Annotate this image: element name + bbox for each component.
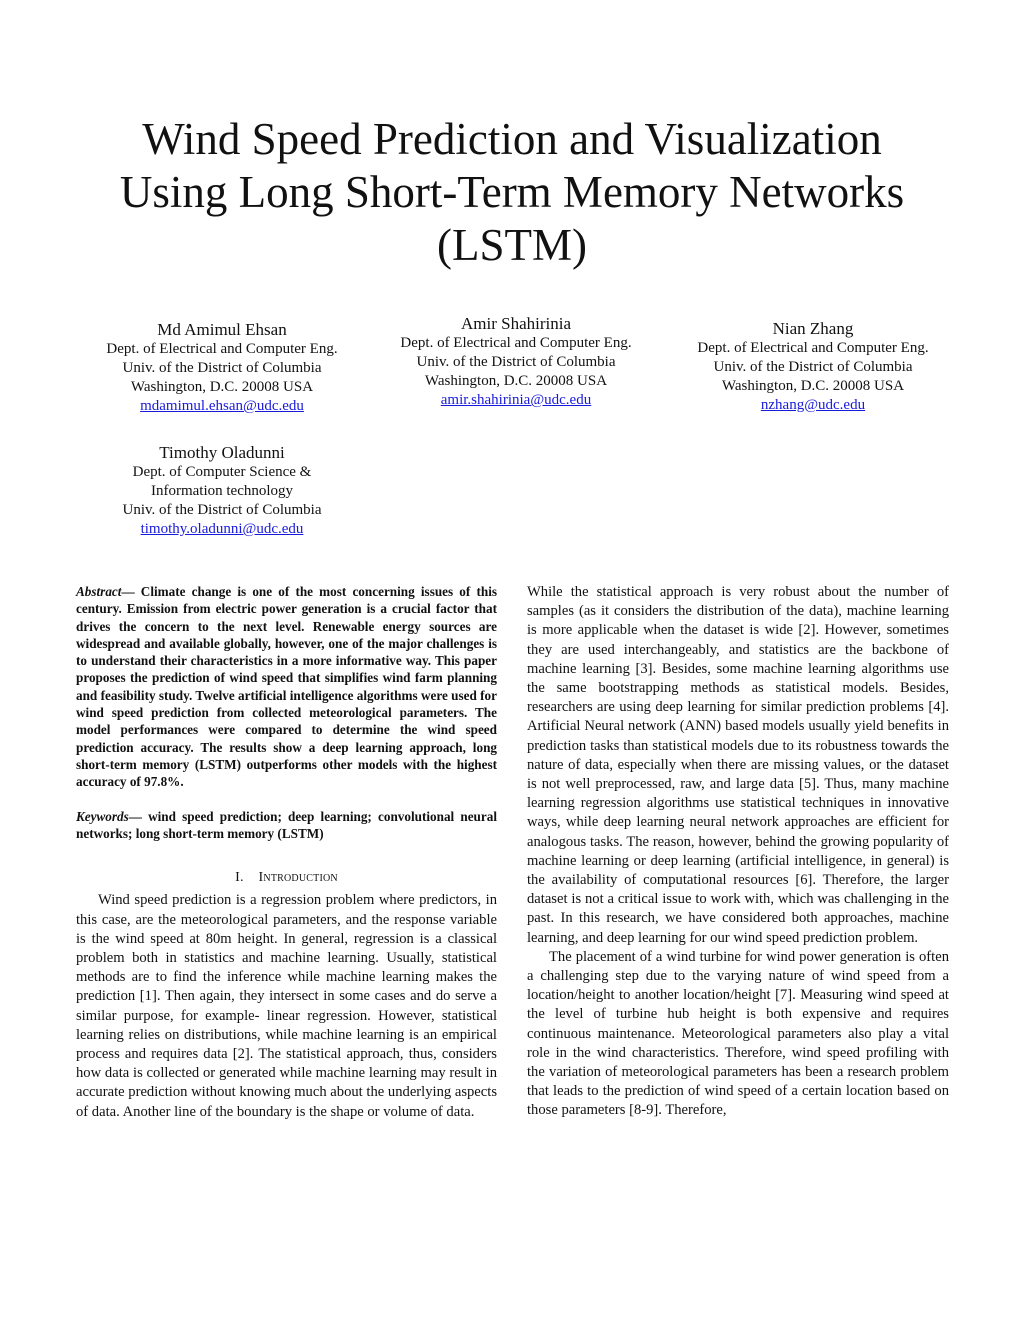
abstract <box>76 583 497 791</box>
author-email-link[interactable]: amir.shahirinia@udc.edu <box>440 392 592 408</box>
intro-paragraph: Wind speed prediction is a regression problem where predictors, in this case, are the meteorological parameters, and the response variable is the wind speed at 80m height. In general, regression is a classical problem both in statistics and machine learning. Usually, statistical methods are to find the inference while machine learning makes the prediction [1]. Then again, they intersect in some cases and do serve a similar purpose, for example- linear regression. However, statistical learning relies on distributions, while machine learning is an empirical process and requires data [2]. The statistical approach, thus, considers how data is collected or generated while machine learning may result in accurate prediction without knowing much about the underlying aspects of data. Another line of the boundary is the shape or volume of data. <box>76 892 497 1120</box>
author-univ: Univ. of the District of Columbia <box>713 359 913 375</box>
author-name: Amir Shahirinia <box>460 314 571 333</box>
section-title: Introduction <box>258 870 338 886</box>
author-univ: Univ. of the District of Columbia <box>416 354 616 370</box>
author-city: Washington, D.C. 20008 USA <box>130 379 314 395</box>
paper-title <box>60 113 964 272</box>
author-block-1 <box>77 319 367 416</box>
author-name: Timothy Oladunni <box>159 443 285 462</box>
title-line-2: Using Long Short-Term Memory Networks <box>119 167 905 217</box>
author-city: Washington, D.C. 20008 USA <box>721 378 905 394</box>
title-line-1: Wind Speed Prediction and Visualization <box>142 114 882 164</box>
author-dept: Dept. of Electrical and Computer Eng. <box>697 340 929 356</box>
section-heading-introduction <box>76 868 497 887</box>
body-paragraph-2: The placement of a wind turbine for wind power generation is often a challenging step due to the varying nature of wind speed from a location/height to another location/height [7]. Measuring wind speed at the level of turbine hub height is both expensive and requires continuous maintenance. Meteorological parameters also play a vital role in the wind characteristics. Therefore, wind speed profiling with the variation of meteorological parameters has been a research problem that leads to the prediction of wind speed of a certain location based on those parameters [8-9]. Therefore, <box>527 948 949 1119</box>
abstract-dash: — <box>121 584 135 599</box>
author-name: Nian Zhang <box>772 319 854 338</box>
author-dept: Dept. of Electrical and Computer Eng. <box>400 335 632 351</box>
left-column <box>76 583 497 1122</box>
title-line-3: (LSTM) <box>437 220 587 270</box>
author-block-4 <box>77 442 367 539</box>
author-dept-2: Information technology <box>150 483 294 499</box>
author-city: Washington, D.C. 20008 USA <box>424 373 608 389</box>
author-name: Md Amimul Ehsan <box>157 320 287 339</box>
author-email-link[interactable]: mdamimul.ehsan@udc.edu <box>140 398 304 414</box>
keywords-text: wind speed prediction; deep learning; convolutional neural networks; long short-term memory (LSTM) <box>76 808 497 841</box>
author-univ: Univ. of the District of Columbia <box>122 360 322 376</box>
author-email-link[interactable]: timothy.oladunni@udc.edu <box>140 521 304 537</box>
author-univ: Univ. of the District of Columbia <box>122 502 322 518</box>
author-dept: Dept. of Electrical and Computer Eng. <box>106 341 338 357</box>
abstract-text: Climate change is one of the most concerning issues of this century. Emission from electric power generation is a crucial factor that drives the concern to the next level. Renewable energy sources are widespread and available globally, however, one of the major challenges is to understand their characteristics in a more informative way. This paper proposes the prediction of wind speed that simplifies wind farm planning and feasibility study. Twelve artificial intelligence algorithms were used for wind speed prediction from collected meteorological parameters. The model performances were compared to determine the wind speed prediction accuracy. The results show a deep learning approach, long short-term memory (LSTM) outperforms other models with the highest accuracy of 97.8%. <box>76 584 497 790</box>
author-dept: Dept. of Computer Science & <box>132 464 312 480</box>
author-email-link[interactable]: nzhang@udc.edu <box>760 397 866 413</box>
keywords-label: Keywords <box>76 808 129 824</box>
section-number: I. <box>235 870 244 886</box>
keywords <box>76 808 497 843</box>
author-block-2 <box>371 313 661 410</box>
author-block-3 <box>668 318 958 415</box>
abstract-label: Abstract <box>76 584 122 599</box>
body-paragraph-1: While the statistical approach is very robust about the number of samples (as it considers the distribution of the data), machine learning is more applicable when the dataset is wide [2]. However, sometimes they are used interchangeably, and statistics are the backbone of machine learning [3]. Besides, some machine learning algorithms use the same bootstrapping methods as statistical models. Besides, researchers are using deep learning for similar prediction problems [4]. Artificial Neural network (ANN) based models usually yield benefits in prediction tasks than statistical models due to its robustness towards the nature of data, especially when there are missing values, or the dataset is not well preprocessed, raw, and large data [5]. Thus, many machine learning regression algorithms use statistical techniques in innovative ways, while deep learning neural network approaches are efficient for analogous tasks. The reason, however, behind the growing popularity of machine learning or deep learning (artificial intelligence, in general) is the availability of computational resources [6]. Therefore, the larger dataset is not a critical issue to work with, which was challenging in the past. In this research, we have considered both approaches, machine learning, and deep learning for our wind speed prediction problem. <box>527 584 949 946</box>
right-column <box>527 583 949 1121</box>
keywords-dash: — <box>128 808 142 824</box>
